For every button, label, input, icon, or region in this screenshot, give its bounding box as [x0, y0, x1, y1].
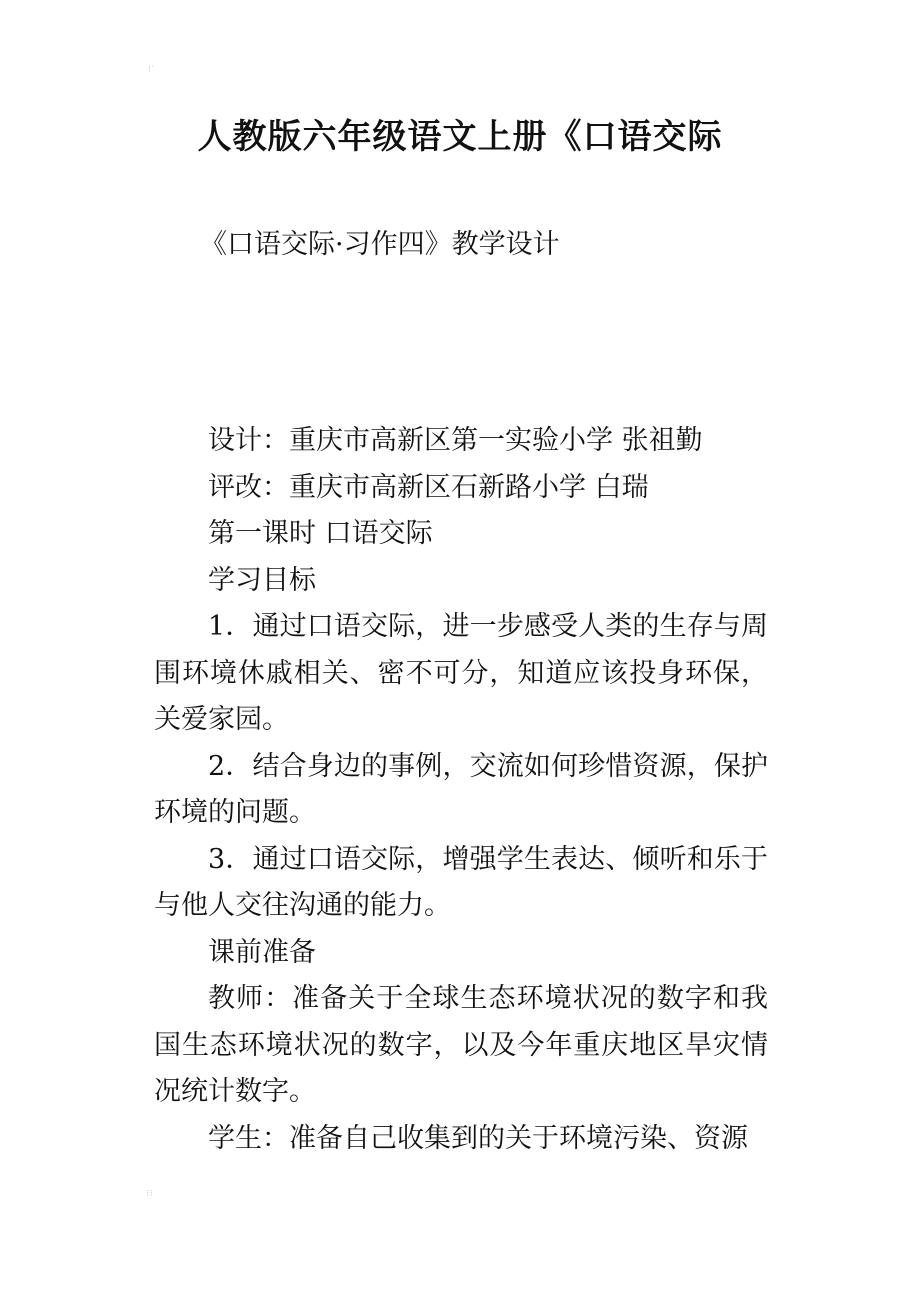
paragraph-objective-2: 2．结合身边的事例，交流如何珍惜资源，保护环境的问题。 [154, 750, 768, 828]
paragraph-lesson-title: 第一课时 口语交际 [208, 518, 433, 549]
corner-mark-bottom: ⁝ ⁝ [146, 1189, 152, 1199]
paragraph-preparation-heading: 课前准备 [208, 936, 316, 968]
document-subtitle: 《口语交际·习作四》教学设计 [200, 229, 560, 260]
paragraph-objectives-heading: 学习目标 [208, 564, 316, 596]
document-title: 人教版六年级语文上册《口语交际 [197, 117, 723, 157]
paragraph-objective-3: 3．通过口语交际，增强学生表达、倾听和乐于与他人交往沟通的能力。 [154, 843, 768, 921]
document-body [154, 418, 768, 1162]
paragraph-student-preparation: 学生：准备自己收集到的关于环境污染、资源 [208, 1122, 748, 1154]
corner-mark-top: ⁝ ′ [148, 65, 153, 75]
paragraph-designer: 设计：重庆市高新区第一实验小学 张祖勤 [208, 425, 703, 456]
paragraph-teacher-preparation: 教师：准备关于全球生态环境状况的数字和我国生态环境状况的数字，以及今年重庆地区旱灾情况统计数字。 [154, 983, 768, 1107]
paragraph-reviewer: 评改：重庆市高新区石新路小学 白瑞 [208, 471, 649, 503]
paragraph-objective-1: 1．通过口语交际，进一步感受人类的生存与周围环境休戚相关、密不可分，知道应该投身环保，关爱家园。 [154, 611, 768, 735]
